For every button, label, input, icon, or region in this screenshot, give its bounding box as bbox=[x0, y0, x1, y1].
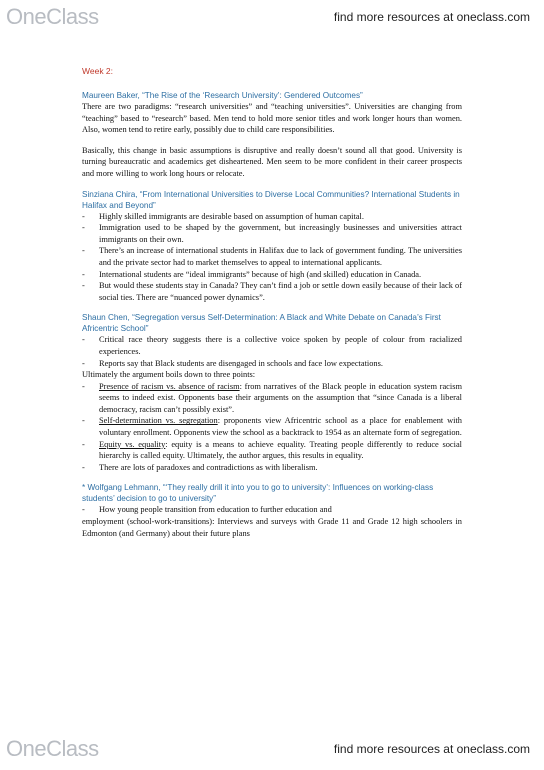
bottom-bar bbox=[0, 736, 544, 770]
paragraph: There are two paradigms: “research universities” and “teaching universities”. Universities are changing from “teaching” based to “research” based. Men tend to hold more senior titles and work longer hours than women. Also, women tend to retire early, possibly due to child care responsibilities. bbox=[82, 102, 462, 135]
bullet-list bbox=[82, 504, 462, 516]
week-title: Week 2: bbox=[82, 66, 114, 76]
oneclass-logo[interactable] bbox=[6, 736, 99, 762]
section-heading-chen: Shaun Chen, “Segregation versus Self-Determination: A Black and White Debate on Canada’s First Africentric School” bbox=[82, 313, 441, 334]
paragraph: employment (school-work-transitions): Interviews and surveys with Grade 11 and Grade 12 high schoolers in Edmonton (and Germany) about their future plans bbox=[82, 517, 462, 538]
list-item: - How young people transition from education to further education and bbox=[82, 505, 332, 515]
document-body bbox=[82, 66, 462, 539]
list-item: - There are lots of paradoxes and contradictions as with liberalism. bbox=[82, 462, 318, 472]
logo-text: OneClass bbox=[6, 736, 99, 761]
resources-link[interactable]: find more resources at oneclass.com bbox=[333, 10, 530, 24]
list-item: - International students are “ideal immigrants” because of high (and skilled) education in Canada. bbox=[82, 269, 422, 279]
bullet-list bbox=[82, 381, 462, 474]
top-bar bbox=[0, 0, 544, 32]
section-heading-chira: Sinziana Chira, “From International Universities to Diverse Local Communities? International Students in Halifax and Beyond” bbox=[82, 189, 460, 210]
list-item: - Equity vs. equality: equity is a means to achieve equality. Treating people differently to reduce social hierarchy is called equity. Ultimately, the author argues, this results in equality. bbox=[82, 439, 463, 461]
paragraph: Ultimately the argument boils down to three points: bbox=[82, 370, 256, 380]
section-heading-baker: Maureen Baker, “The Rise of the ‘Research University’: Gendered Outcomes” bbox=[82, 91, 363, 100]
list-item: - Presence of racism vs. absence of racism: from narratives of the Black people in education system racism seems to indeed exist. Opponents base their arguments on the assumption that “since Canada is a liberal democracy, racism can’t possibly exist”. bbox=[82, 381, 462, 414]
list-item: - Immigration used to be shaped by the government, but increasingly businesses and universities attract immigrants on their own. bbox=[82, 223, 462, 244]
list-item: - Critical race theory suggests there is a collective voice spoken by people of colour from racialized experiences. bbox=[82, 335, 462, 356]
section-heading-lehmann: * Wolfgang Lehmann, “‘They really drill it into you to go to university’: Influences on working-class students’ decision to go to university” bbox=[82, 483, 434, 504]
bullet-list bbox=[82, 334, 462, 369]
list-item: - Reports say that Black students are disengaged in schools and face low expectations. bbox=[82, 358, 383, 368]
bullet-list bbox=[82, 211, 462, 304]
list-item: - But would these students stay in Canada? They can’t find a job or settle down easily because of their lack of social ties. There are “nuanced power dynamics”. bbox=[82, 281, 462, 302]
logo-text: OneClass bbox=[6, 4, 99, 29]
list-item: - Self-determination vs. segregation: proponents view Africentric school as a place for enablement with voluntary enrollment. Opponents view the school as a backtrack to 1954 as an alternate form of segregation. bbox=[82, 416, 462, 438]
oneclass-logo[interactable] bbox=[6, 4, 99, 30]
list-item: - Highly skilled immigrants are desirable based on assumption of human capital. bbox=[82, 211, 364, 221]
resources-link[interactable]: find more resources at oneclass.com bbox=[333, 742, 530, 756]
list-item: - There’s an increase of international students in Halifax due to lack of government funding. The universities and the private sector had to market themselves to appeal to international applicants. bbox=[82, 246, 462, 267]
paragraph: Basically, this change in basic assumptions is disruptive and really doesn’t sound all that good. University is turning bureaucratic and academics get disheartened. Men seem to be more confident in their career prospects and more willing to work long hours or relocate. bbox=[82, 145, 462, 178]
